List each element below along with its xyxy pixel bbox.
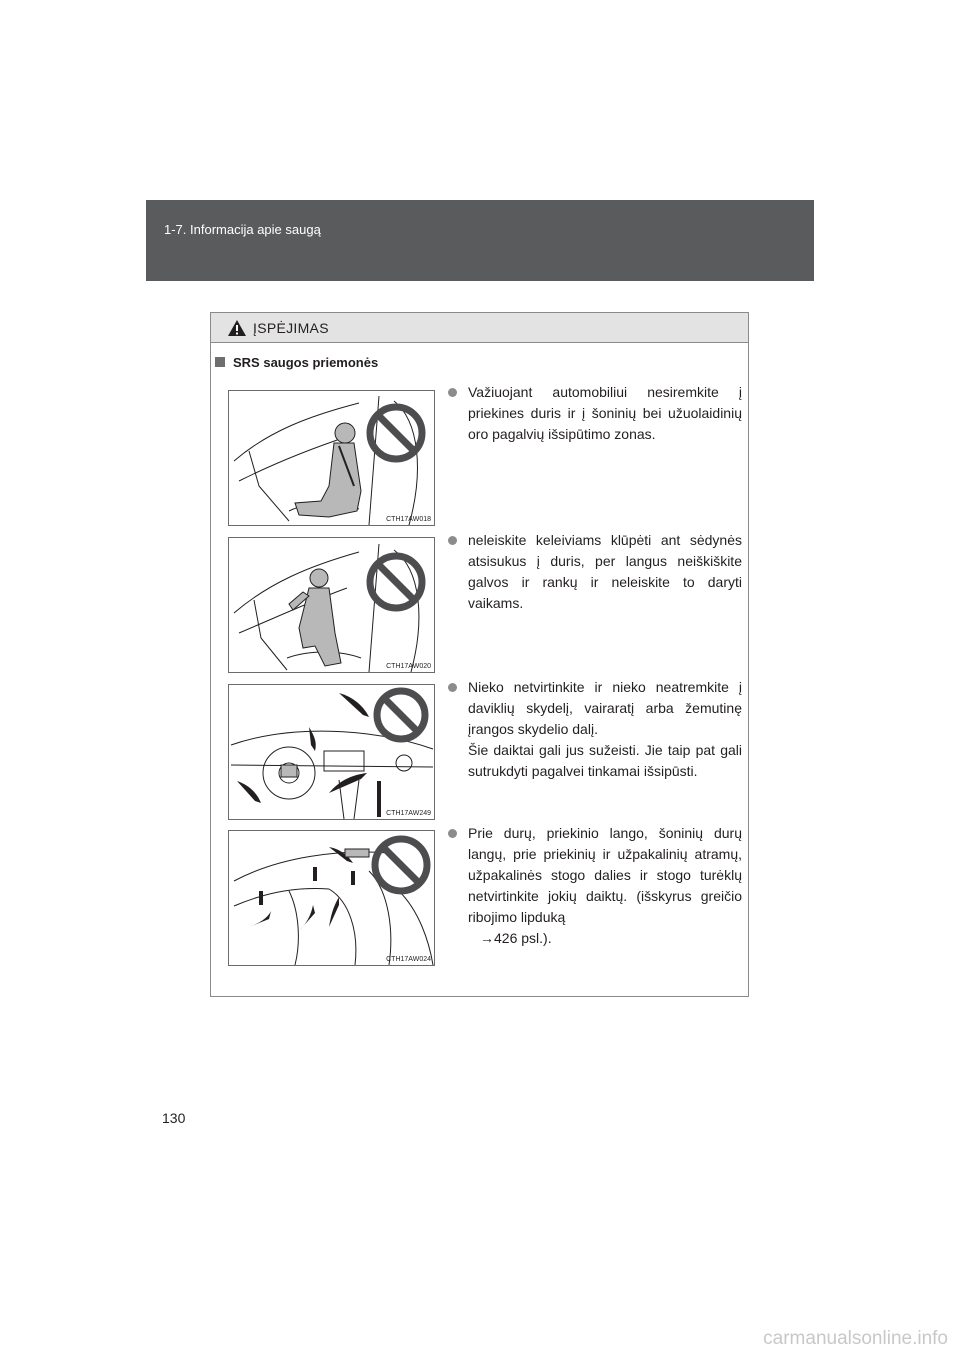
illustration-code: CTH17AW020 <box>386 663 431 670</box>
warning-label: ĮSPĖJIMAS <box>253 320 329 336</box>
section-header-title: 1-7. Informacija apie saugą <box>164 222 321 237</box>
illustration-interior <box>228 830 435 966</box>
bullet-dot-icon <box>448 388 457 397</box>
illustration-code: CTH17AW018 <box>386 516 431 523</box>
header-band <box>146 200 814 281</box>
bullet-item <box>448 382 742 445</box>
illustration-lean-door <box>228 390 435 526</box>
bullet-item <box>448 677 742 782</box>
square-bullet-icon <box>215 357 225 367</box>
bullet-text-page-ref: →426 psl.). <box>480 930 552 946</box>
illustration-code: CTH17AW024 <box>386 956 431 963</box>
prohibition-icon <box>370 407 422 459</box>
prohibition-icon <box>375 839 427 891</box>
bullet-text-continued: Šie daiktai gali jus sužeisti. Jie taip pat gali sutrukdyti pagalvei tinkamai išsipūsti. <box>468 742 742 779</box>
warning-section-title <box>215 355 378 370</box>
section-title-text: SRS saugos priemonės <box>233 355 379 370</box>
illustration-code: CTH17AW249 <box>386 810 431 817</box>
bullet-item <box>448 823 742 949</box>
warning-triangle-icon <box>227 319 247 337</box>
interior-drawing <box>229 831 434 965</box>
warning-box <box>210 312 749 997</box>
illustration-kneel-door <box>228 537 435 673</box>
bullet-text: Važiuojant automobiliui nesiremkite į priekines duris ir į šoninių bei užuolaidinių oro pagalvių išsipūtimo zonas. <box>468 384 742 442</box>
prohibition-icon <box>377 691 425 739</box>
bullet-text: neleiskite keleiviams klūpėti ant sėdynės atsisukus į duris, per langus neiškiškite galvos ir rankų ir neleiskite to daryti vaikams. <box>468 532 742 611</box>
bullet-dot-icon <box>448 829 457 838</box>
bullet-dot-icon <box>448 536 457 545</box>
watermark: carmanualsonline.info <box>763 1328 948 1349</box>
warning-header <box>211 313 748 343</box>
bullet-item <box>448 530 742 614</box>
illustration-dashboard <box>228 684 435 820</box>
bullet-text: Prie durų, priekinio lango, šoninių durų langų, prie priekinių ir užpakalinių atramų, užpakalinės stogo dalies ir stogo turėklų netvirtinkite jokių daiktų. (išskyrus greičio ribojimo lipduką <box>468 825 742 925</box>
bullet-text: Nieko netvirtinkite ir nieko neatremkite į daviklių skydelį, vairaratį arba žemutinę įrangos skydelio dalį. <box>468 679 742 737</box>
page-number: 130 <box>162 1110 186 1126</box>
dashboard-drawing <box>229 685 434 819</box>
lean-door-drawing <box>229 391 434 525</box>
kneel-door-drawing <box>229 538 434 672</box>
bullet-dot-icon <box>448 683 457 692</box>
